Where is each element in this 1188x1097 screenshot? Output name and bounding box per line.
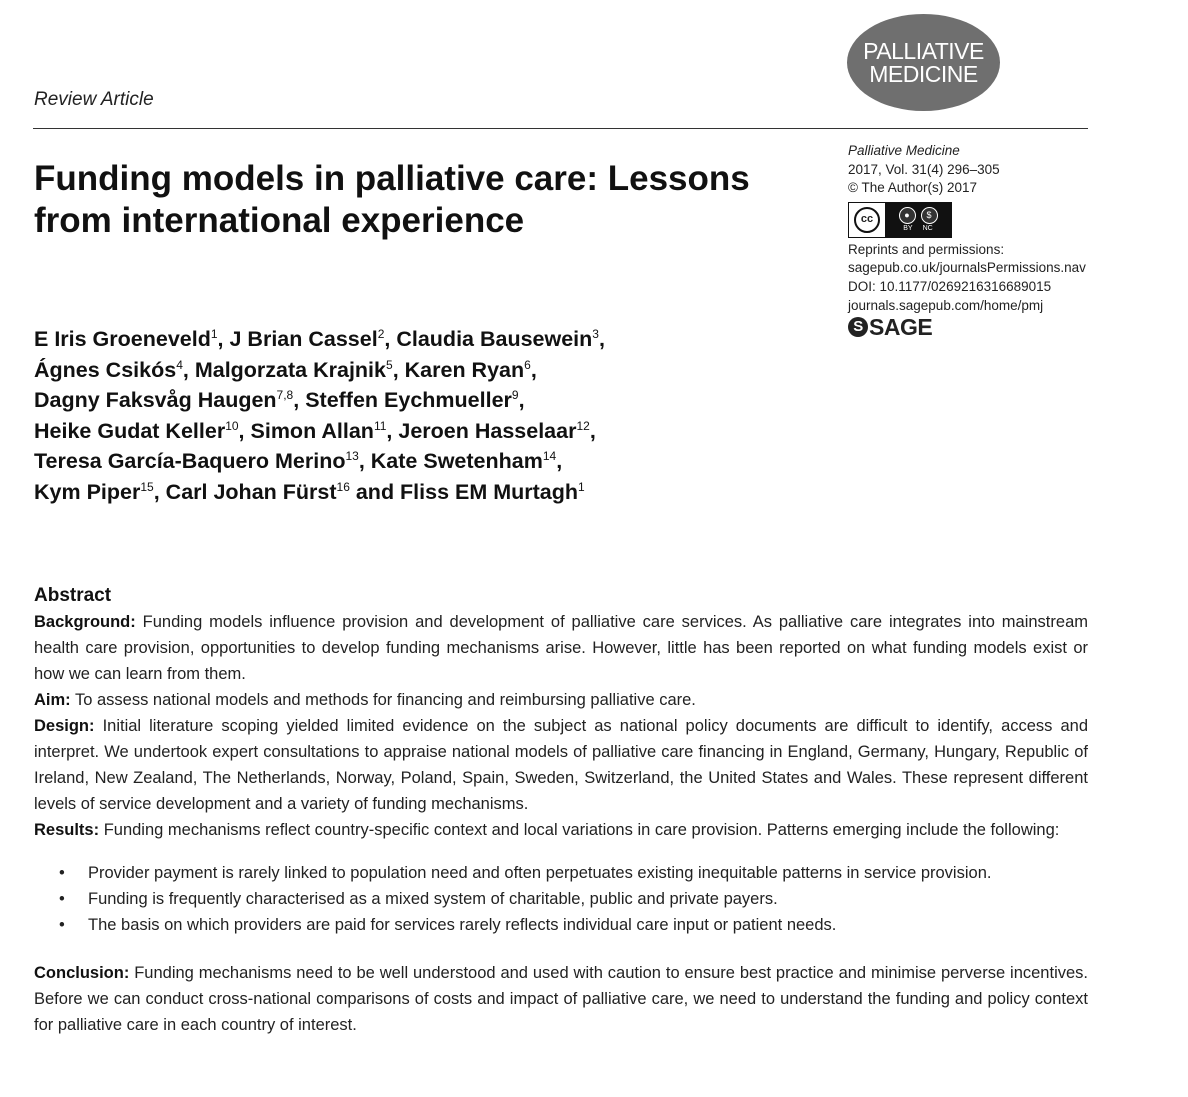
abstract-heading: Abstract xyxy=(34,585,112,606)
results-bullet-list xyxy=(34,860,1088,938)
author-separator: and xyxy=(349,479,401,504)
author-separator: , xyxy=(384,327,397,351)
list-item: • Funding is frequently characterised as a mixed system of charitable, public and private payers. xyxy=(34,886,1088,912)
author-line xyxy=(34,324,774,355)
author-separator: , xyxy=(386,418,399,443)
abstract-results xyxy=(34,817,1088,843)
bullet-icon: • xyxy=(59,916,65,934)
author-name: Teresa García-Baquero Merino xyxy=(34,449,346,474)
license-code-by: BY xyxy=(903,224,913,232)
reprints-label: Reprints and permissions: xyxy=(848,241,1005,257)
abstract xyxy=(34,583,1088,1038)
author-affiliation: 5 xyxy=(386,357,393,372)
author-separator: , xyxy=(182,357,195,382)
list-item: • Provider payment is rarely linked to population need and often perpetuates existing inequitable patterns in service provision. xyxy=(34,860,1088,886)
journal-name: Palliative Medicine xyxy=(848,143,960,158)
author-name: Kym Piper xyxy=(34,479,141,504)
author-separator: , xyxy=(530,357,537,382)
author-affiliation: 1 xyxy=(578,479,585,494)
author-separator: , xyxy=(153,479,166,504)
reprints-link[interactable]: sagepub.co.uk/journalsPermissions.nav xyxy=(848,260,1086,276)
author-affiliation: 6 xyxy=(524,357,531,372)
aim-text: To assess national models and methods for financing and reimbursing palliative care. xyxy=(70,691,696,709)
author-list xyxy=(34,324,774,508)
author-affiliation: 14 xyxy=(542,449,557,464)
author-name: Heike Gudat Keller xyxy=(34,418,226,443)
license-code-nc: NC xyxy=(922,224,933,232)
design-text: Initial literature scoping yielded limited evidence on the subject as national policy documents are difficult to identify, access and interpret. We undertook expert consultations to appraise national models of palliative care financing in England, Germany, Hungary, Republic of Ireland, New Zealand, The Netherlands, Norway, Poland, Spain, Sweden, Switzerland, the United States and Wales. These represent different levels of service development and a variety of funding mechanisms. xyxy=(34,717,1088,813)
author-affiliation: 7,8 xyxy=(276,388,294,403)
author-separator: , xyxy=(589,418,596,443)
background-label: Background: xyxy=(34,613,136,631)
author-separator: , xyxy=(598,327,605,351)
abstract-conclusion xyxy=(34,960,1088,1038)
author-separator: , xyxy=(392,357,405,382)
author-name: Claudia Bausewein xyxy=(396,327,593,351)
conclusion-label: Conclusion: xyxy=(34,964,130,982)
abstract-design xyxy=(34,713,1088,817)
author-separator: , xyxy=(293,388,306,413)
author-name: Dagny Faksvåg Haugen xyxy=(34,388,277,413)
author-affiliation: 9 xyxy=(511,388,519,403)
copyright: © The Author(s) 2017 xyxy=(848,180,978,196)
design-label: Design: xyxy=(34,717,95,735)
author-name: Simon Allan xyxy=(250,418,374,443)
cc-license-badge[interactable] xyxy=(848,202,952,238)
results-text: Funding mechanisms reflect country-specific context and local variations in care provision. Patterns emerging include the following: xyxy=(99,821,1060,839)
header-divider xyxy=(33,128,1088,129)
by-person-icon: ● xyxy=(899,207,916,224)
abstract-aim xyxy=(34,687,1088,713)
author-affiliation: 4 xyxy=(176,357,183,372)
background-text: Funding models influence provision and development of palliative care services. As palliative care integrates into mainstream health care provision, opportunities to develop funding mechanisms arise. However, little has been reported on what funding models exist or how we can learn from them. xyxy=(34,613,1088,683)
author-name: E Iris Groeneveld xyxy=(34,327,211,351)
journal-link[interactable]: journals.sagepub.com/home/pmj xyxy=(848,297,1044,313)
author-line xyxy=(34,385,774,416)
author-line xyxy=(34,477,774,508)
author-separator: , xyxy=(238,418,251,443)
author-name: Karen Ryan xyxy=(404,357,525,382)
author-affiliation: 2 xyxy=(377,327,385,341)
article-type: Review Article xyxy=(34,89,154,110)
author-name: Kate Swetenham xyxy=(370,449,543,474)
author-affiliation: 10 xyxy=(225,418,239,433)
author-name: J Brian Cassel xyxy=(229,327,378,351)
results-label: Results: xyxy=(34,821,100,839)
author-name: Steffen Eychmueller xyxy=(305,388,512,413)
publisher-name: SAGE xyxy=(869,313,933,340)
author-line xyxy=(34,446,774,477)
author-affiliation: 13 xyxy=(345,449,359,464)
abstract-background xyxy=(34,609,1088,687)
journal-logo-line2: MEDICINE xyxy=(869,60,978,87)
doi[interactable]: DOI: 10.1177/0269216316689015 xyxy=(848,278,1052,294)
sage-s-icon: S xyxy=(848,317,868,337)
author-separator: , xyxy=(556,449,563,474)
author-affiliation: 12 xyxy=(576,418,590,433)
author-name: Jeroen Hasselaar xyxy=(398,418,577,443)
journal-logo xyxy=(847,14,1000,111)
list-item: • The basis on which providers are paid for services rarely reflects individual care input or patient needs. xyxy=(34,912,1088,938)
author-name: Carl Johan Fürst xyxy=(165,479,337,504)
author-affiliation: 3 xyxy=(592,327,599,341)
author-affiliation: 11 xyxy=(373,418,387,433)
bullet-icon: • xyxy=(59,890,65,908)
aim-label: Aim: xyxy=(34,691,71,709)
author-name: Malgorzata Krajnik xyxy=(194,357,386,382)
article-title: Funding models in palliative care: Lessons from international experience xyxy=(34,159,750,240)
journal-logo-line1: PALLIATIVE xyxy=(863,37,984,64)
citation: 2017, Vol. 31(4) 296–305 xyxy=(848,161,1000,177)
bullet-icon: • xyxy=(59,864,65,882)
author-name: Ágnes Csikós xyxy=(34,357,177,382)
article-meta xyxy=(848,142,1098,340)
author-affiliation: 1 xyxy=(210,327,218,341)
author-separator: , xyxy=(217,327,230,351)
author-line xyxy=(34,355,774,386)
author-separator: , xyxy=(518,388,525,413)
author-separator: , xyxy=(358,449,371,474)
noncommercial-icon: $ xyxy=(921,207,938,224)
conclusion-text: Funding mechanisms need to be well understood and used with caution to ensure best practice and minimise perverse incentives. Before we can conduct cross-national comparisons of costs and impact of palliative care, we need to understand the funding and policy context for palliative care in each country of interest. xyxy=(34,964,1088,1034)
author-affiliation: 16 xyxy=(336,479,350,494)
author-name: Fliss EM Murtagh xyxy=(400,479,579,504)
author-line xyxy=(34,416,774,447)
cc-icon: cc xyxy=(854,207,880,233)
author-affiliation: 15 xyxy=(140,479,154,494)
publisher-logo xyxy=(848,313,1098,340)
